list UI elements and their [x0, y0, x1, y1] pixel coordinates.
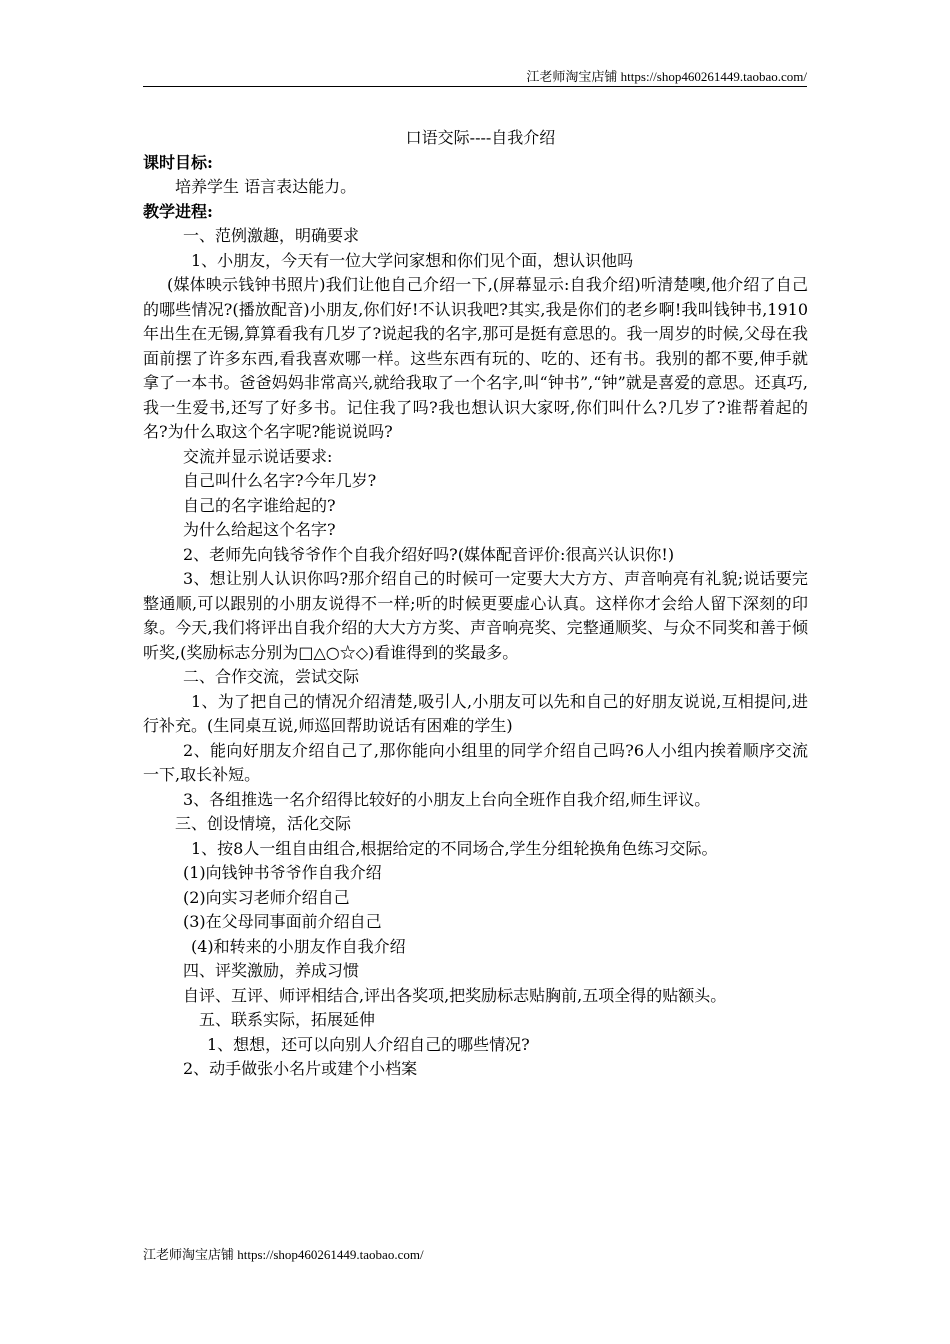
paragraph: 交流并显示说话要求: [183, 446, 333, 466]
process-heading: 教学进程: [143, 201, 213, 221]
paragraph: 3、想让别人认识你吗?那介绍自己的时候可一定要大大方方、声音响亮有礼貌;说话要完整通顺,可以跟别的小朋友说得不一样;听的时候更要虚心认真。这样你才会给人留下深刻的印象。今天,我们将评出自我介绍的大大方方奖、声音响亮奖、完整通顺奖、与众不同奖和善于倾听奖,(奖励标志分别为□△○☆◇)看谁得到的奖最多。 [143, 569, 808, 662]
paragraph: 自己的名字谁给起的? [183, 495, 336, 515]
paragraph: 自评、互评、师评相结合,评出各奖项,把奖励标志贴胸前,五项全得的贴额头。 [183, 985, 727, 1005]
paragraph: 3、各组推选一名介绍得比较好的小朋友上台向全班作自我介绍,师生评议。 [183, 789, 711, 809]
paragraph: 四、评奖激励，养成习惯 [183, 961, 360, 980]
paragraph: 1、为了把自己的情况介绍清楚,吸引人,小朋友可以先和自己的好朋友说说,互相提问,进行补充。(生同桌互说,师巡回帮助说话有困难的学生) [143, 691, 808, 735]
goal-text: 培养学生 语言表达能力。 [175, 177, 357, 196]
paragraph: 为什么给起这个名字? [183, 520, 336, 539]
paragraph: (3)在父母同事面前介绍自己 [183, 912, 382, 931]
paragraph: 2、能向好朋友介绍自己了,那你能向小组里的同学介绍自己吗?6人小组内挨着顺序交流一下,取长补短。 [143, 740, 808, 784]
paragraph-list [143, 224, 808, 1082]
page-title: 口语交际----自我介绍 [405, 128, 556, 147]
paragraph: (2)向实习老师介绍自己 [183, 887, 350, 907]
paragraph: (媒体映示钱钟书照片)我们让他自己介绍一下,(屏幕显示:自我介绍)听清楚噢,他介绍了自己的哪些情况?(播放配音)小朋友,你们好!不认识我吧?其实,我是你们的老乡啊!我叫钱钟书,1910年出生在无锡,算算看我有几岁了?说起我的名字,那可是挺有意思的。我一周岁的时候,父母在我面前摆了许多东西,看我喜欢哪一样。这些东西有玩的、吃的、还有书。我别的都不要,伸手就拿了一本书。爸爸妈妈非常高兴,就给我取了一个名字,叫“钟书”,“钟”就是喜爱的意思。还真巧,我一生爱书,还写了好多书。记住我了吗?我也想认识大家呀,你们叫什么?几岁了?谁帮着起的名?为什么取这个名字呢?能说说吗? [143, 275, 808, 441]
paragraph: 2、动手做张小名片或建个小档案 [183, 1059, 418, 1078]
paragraph: (1)向钱钟书爷爷作自我介绍 [183, 863, 382, 882]
document-body [143, 126, 808, 1082]
paragraph: 1、小朋友，今天有一位大学问家想和你们见个面，想认识他吗 [191, 250, 634, 270]
paragraph: 三、创设情境，活化交际 [175, 814, 352, 833]
paragraph: 1、按8人一组自由组合,根据给定的不同场合,学生分组轮换角色练习交际。 [191, 838, 718, 858]
paragraph: (4)和转来的小朋友作自我介绍 [191, 936, 406, 956]
goal-heading: 课时目标: [143, 152, 213, 172]
paragraph: 1、想想，还可以向别人介绍自己的哪些情况? [207, 1034, 530, 1054]
paragraph: 二、合作交流，尝试交际 [183, 667, 360, 686]
paragraph: 五、联系实际，拓展延伸 [199, 1010, 376, 1029]
header-divider [143, 86, 807, 87]
paragraph: 2、老师先向钱爷爷作个自我介绍好吗?(媒体配音评价:很高兴认识你!) [183, 544, 675, 564]
paragraph: 自己叫什么名字?今年几岁? [183, 471, 377, 490]
paragraph: 一、范例激趣，明确要求 [183, 226, 360, 245]
footer-shop-link: 江老师淘宝店铺 https://shop460261449.taobao.com/ [143, 1247, 424, 1262]
header-shop-link: 江老师淘宝店铺 https://shop460261449.taobao.com/ [526, 69, 807, 84]
